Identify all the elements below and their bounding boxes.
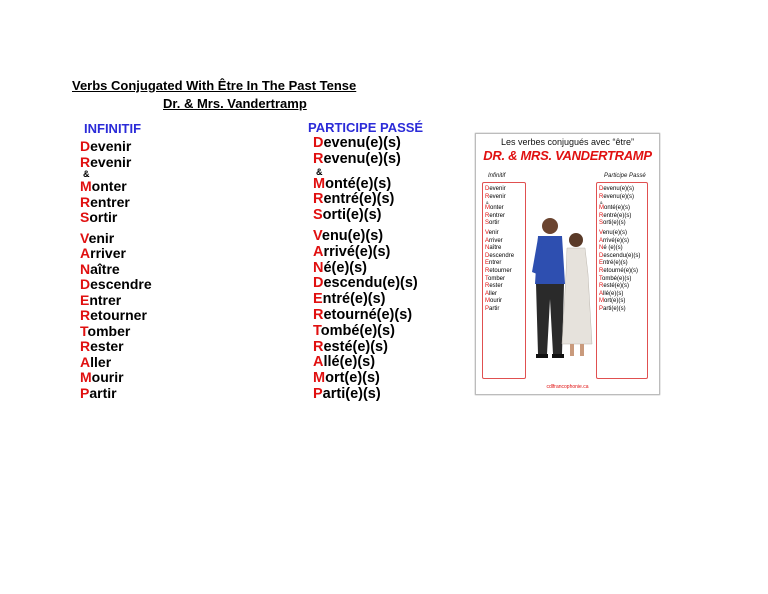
word-remainder: onter bbox=[91, 178, 127, 194]
infinitive-row bbox=[80, 246, 152, 262]
initial-letter: E bbox=[599, 260, 604, 267]
page-subtitle: Dr. & Mrs. Vandertramp bbox=[163, 96, 307, 111]
participle-list bbox=[313, 136, 418, 403]
initial-letter: S bbox=[80, 209, 90, 225]
word-remainder: omber bbox=[488, 275, 506, 282]
poster-participle-row bbox=[599, 276, 645, 284]
infinitive-row bbox=[80, 293, 152, 309]
poster-participle-row bbox=[599, 253, 645, 261]
initial-letter: R bbox=[80, 338, 91, 354]
initial-letter: M bbox=[599, 205, 604, 212]
word-remainder: etourné(e)(s) bbox=[323, 306, 413, 323]
participle-row bbox=[313, 261, 418, 277]
word-remainder: rrivé(e)(s) bbox=[323, 243, 391, 260]
initial-letter: T bbox=[80, 322, 88, 339]
word-remainder: ntré(e)(s) bbox=[603, 260, 628, 267]
word-remainder: ortir bbox=[89, 209, 118, 225]
participle-row bbox=[313, 177, 418, 193]
poster-participle-row bbox=[599, 205, 645, 213]
woman-leg bbox=[570, 344, 574, 356]
word-remainder: ntré(e)(s) bbox=[322, 291, 386, 308]
participle-row bbox=[313, 136, 418, 152]
initial-letter: D bbox=[485, 252, 490, 259]
initial-letter: R bbox=[485, 283, 490, 290]
poster-participe-label: Participe Passé bbox=[604, 173, 646, 179]
infinitive-row bbox=[80, 324, 152, 340]
initial-letter: N bbox=[599, 245, 604, 252]
word-remainder: enu(e)(s) bbox=[602, 229, 628, 236]
word-remainder: escendu(e)(s) bbox=[323, 275, 418, 292]
page-title: Verbs Conjugated With Être In The Past Tense bbox=[72, 78, 357, 93]
poster-infinitive-row bbox=[485, 268, 523, 276]
word-remainder: aître bbox=[489, 245, 502, 252]
initial-letter: R bbox=[313, 306, 324, 323]
word-remainder: ourir bbox=[91, 369, 124, 385]
initial-letter: R bbox=[599, 193, 604, 200]
poster-title: Les verbes conjugués avec “être” bbox=[500, 137, 635, 147]
poster-participle-row bbox=[599, 268, 645, 276]
poster-participle-row bbox=[599, 245, 645, 253]
word-remainder: ester bbox=[489, 283, 503, 290]
initial-letter: A bbox=[313, 243, 324, 260]
word-remainder: entrer bbox=[489, 212, 506, 219]
initial-letter: R bbox=[599, 283, 604, 290]
initial-letter: D bbox=[313, 135, 324, 151]
initial-letter: D bbox=[80, 138, 91, 154]
poster-infinitive-row bbox=[485, 238, 523, 246]
infinitive-list bbox=[80, 139, 152, 401]
poster-participle-row bbox=[599, 306, 645, 314]
poster-heading: DR. & MRS. VANDERTRAMP bbox=[483, 148, 652, 163]
woman-leg bbox=[580, 344, 584, 356]
infinitive-row bbox=[80, 179, 152, 195]
poster-infinitive-row bbox=[485, 220, 523, 228]
poster-participle-row bbox=[599, 260, 645, 268]
participle-row bbox=[313, 192, 418, 208]
infinitive-row bbox=[80, 308, 152, 324]
initial-letter: D bbox=[80, 276, 91, 292]
poster-infinitive-row bbox=[485, 194, 523, 202]
poster-footer: cdlfrancophonie.ca bbox=[546, 384, 589, 390]
word-remainder: evenu(e)(s) bbox=[323, 150, 401, 167]
initial-letter: R bbox=[599, 212, 604, 219]
poster-participle-row bbox=[599, 186, 645, 194]
word-remainder: entré(e)(s) bbox=[323, 191, 395, 208]
word-remainder: onté(e)(s) bbox=[604, 205, 631, 212]
vandertramp-poster bbox=[475, 133, 660, 395]
initial-letter: A bbox=[313, 354, 324, 371]
initial-letter: S bbox=[313, 207, 323, 224]
word-remainder: evenir bbox=[489, 186, 506, 192]
word-remainder: escendre bbox=[489, 252, 515, 259]
woman-head bbox=[569, 233, 583, 247]
participe-header: PARTICIPE PASSÉ bbox=[308, 120, 424, 135]
initial-letter: S bbox=[599, 220, 604, 227]
initial-letter: V bbox=[599, 229, 603, 236]
poster-infinitive-row bbox=[485, 298, 523, 306]
word-remainder: esté(e)(s) bbox=[323, 338, 388, 355]
word-remainder: ort(e)(s) bbox=[604, 298, 626, 305]
word-remainder: evenu(e)(s) bbox=[323, 135, 401, 151]
initial-letter: V bbox=[80, 229, 89, 246]
poster-infinitive-row bbox=[485, 186, 523, 194]
couple-photo bbox=[528, 214, 596, 374]
poster-infinitive-row bbox=[485, 291, 523, 299]
word-remainder: etourner bbox=[489, 267, 512, 274]
poster-infinitive-row bbox=[485, 245, 523, 253]
initial-letter: R bbox=[313, 150, 324, 167]
initial-letter: M bbox=[485, 298, 490, 305]
word-remainder: ourir bbox=[490, 298, 503, 305]
initial-letter: S bbox=[485, 220, 490, 227]
word-remainder: orti(e)(s) bbox=[603, 220, 626, 227]
initial-letter: M bbox=[80, 369, 92, 385]
initial-letter: M bbox=[313, 175, 326, 192]
initial-letter: D bbox=[485, 186, 490, 192]
word-remainder: onté(e)(s) bbox=[325, 175, 392, 192]
initial-letter: E bbox=[80, 291, 90, 308]
initial-letter: A bbox=[485, 237, 490, 244]
initial-letter: R bbox=[313, 338, 324, 355]
poster-participle-list bbox=[596, 182, 648, 379]
poster-participle-row bbox=[599, 291, 645, 299]
infinitive-row bbox=[80, 195, 152, 211]
word-remainder: enir bbox=[88, 229, 115, 246]
initial-letter: D bbox=[599, 186, 604, 192]
initial-letter: E bbox=[313, 291, 323, 308]
poster-participle-row bbox=[599, 230, 645, 238]
infinitive-row bbox=[80, 155, 152, 171]
word-remainder: rrivé(e)(s) bbox=[603, 237, 630, 244]
participle-row bbox=[313, 340, 418, 356]
word-remainder: entrer bbox=[90, 193, 130, 210]
word-remainder: evenir bbox=[90, 138, 132, 154]
initial-letter: T bbox=[313, 322, 321, 339]
man-head bbox=[542, 218, 558, 234]
word-remainder: llé(e)(s) bbox=[323, 354, 376, 371]
infinitive-row bbox=[80, 386, 152, 402]
word-remainder: rriver bbox=[489, 237, 503, 244]
initial-letter: M bbox=[313, 370, 326, 387]
word-remainder: ller bbox=[90, 353, 112, 370]
poster-infinitive-row bbox=[485, 213, 523, 221]
word-remainder: arti(e)(s) bbox=[322, 385, 381, 402]
participle-row bbox=[313, 308, 418, 324]
initial-letter: P bbox=[80, 384, 90, 401]
infinitive-row bbox=[80, 231, 152, 247]
man-shoe bbox=[536, 354, 548, 358]
infinitive-row bbox=[80, 355, 152, 371]
word-remainder: é(e)(s) bbox=[323, 259, 367, 276]
poster-participle-row bbox=[599, 298, 645, 306]
man-trousers bbox=[536, 284, 564, 354]
poster-infinitif-label: Infinitif bbox=[488, 173, 506, 179]
word-remainder: llé(e)(s) bbox=[603, 290, 624, 297]
word-remainder: omber bbox=[87, 322, 131, 339]
initial-letter: R bbox=[485, 193, 490, 200]
participle-row bbox=[313, 387, 418, 403]
word-remainder: enu(e)(s) bbox=[321, 227, 384, 244]
infinitif-header: INFINITIF bbox=[84, 121, 142, 136]
initial-letter: R bbox=[485, 212, 490, 219]
initial-letter: A bbox=[599, 290, 604, 297]
poster-infinitive-row bbox=[485, 205, 523, 213]
word-remainder: ester bbox=[90, 338, 124, 354]
poster-infinitive-row bbox=[485, 283, 523, 291]
initial-letter: N bbox=[313, 259, 324, 276]
poster-infinitive-list bbox=[482, 182, 526, 379]
word-remainder: rriver bbox=[90, 245, 126, 261]
word-remainder: é (e)(s) bbox=[603, 245, 623, 252]
word-remainder: artir bbox=[489, 305, 500, 312]
ampersand: & bbox=[486, 200, 489, 206]
initial-letter: D bbox=[599, 252, 604, 259]
participle-row bbox=[313, 276, 418, 292]
initial-letter: N bbox=[485, 245, 490, 252]
word-remainder: ller bbox=[489, 290, 498, 297]
word-remainder: evenir bbox=[489, 193, 506, 200]
poster-infinitive-row bbox=[485, 253, 523, 261]
word-remainder: ntrer bbox=[89, 291, 122, 308]
initial-letter: R bbox=[80, 193, 91, 210]
initial-letter: R bbox=[80, 307, 91, 323]
ampersand: & bbox=[83, 169, 90, 179]
infinitive-row bbox=[80, 277, 152, 293]
participle-row bbox=[313, 292, 418, 308]
initial-letter: M bbox=[80, 178, 92, 194]
participle-row bbox=[313, 208, 418, 224]
poster-participle-row bbox=[599, 220, 645, 228]
word-remainder: esté(e)(s) bbox=[603, 283, 630, 290]
initial-letter: A bbox=[80, 245, 91, 261]
word-remainder: ortir bbox=[489, 220, 500, 227]
initial-letter: V bbox=[313, 227, 322, 244]
word-remainder: orti(e)(s) bbox=[322, 207, 382, 224]
infinitive-row bbox=[80, 339, 152, 355]
word-remainder: evenu(e)(s) bbox=[603, 186, 635, 192]
poster-infinitive-row bbox=[485, 260, 523, 268]
poster-participle-row bbox=[599, 194, 645, 202]
man-shoe bbox=[552, 354, 564, 358]
participle-row bbox=[313, 245, 418, 261]
initial-letter: A bbox=[80, 353, 91, 370]
participle-row bbox=[313, 229, 418, 245]
initial-letter: M bbox=[599, 298, 604, 305]
word-remainder: ombé(e)(s) bbox=[320, 322, 395, 339]
participle-row bbox=[313, 371, 418, 387]
word-remainder: evenu(e)(s) bbox=[603, 193, 635, 200]
word-remainder: etourner bbox=[90, 307, 147, 323]
initial-letter: P bbox=[313, 385, 323, 402]
poster-participle-row bbox=[599, 283, 645, 291]
word-remainder: ntrer bbox=[489, 260, 502, 267]
infinitive-row bbox=[80, 370, 152, 386]
word-remainder: onter bbox=[490, 205, 504, 212]
word-remainder: entré(e)(s) bbox=[603, 212, 632, 219]
infinitive-row bbox=[80, 139, 152, 155]
word-remainder: escendu(e)(s) bbox=[603, 252, 641, 259]
initial-letter: R bbox=[599, 267, 604, 274]
initial-letter: T bbox=[485, 275, 488, 282]
initial-letter: E bbox=[485, 260, 490, 267]
woman-dress bbox=[562, 248, 592, 344]
initial-letter: R bbox=[80, 153, 91, 170]
initial-letter: R bbox=[313, 191, 324, 208]
word-remainder: arti(e)(s) bbox=[603, 305, 626, 312]
ampersand: & bbox=[600, 200, 603, 206]
participle-row bbox=[313, 355, 418, 371]
initial-letter: P bbox=[599, 305, 604, 312]
initial-letter: A bbox=[599, 237, 604, 244]
infinitive-row bbox=[80, 210, 152, 226]
word-remainder: etourné(e)(s) bbox=[603, 267, 639, 274]
initial-letter: V bbox=[485, 229, 489, 236]
word-remainder: artir bbox=[89, 384, 117, 401]
word-remainder: enir bbox=[488, 229, 499, 236]
poster-infinitive-row bbox=[485, 306, 523, 314]
initial-letter: P bbox=[485, 305, 490, 312]
word-remainder: aître bbox=[90, 260, 120, 277]
infinitive-row bbox=[80, 262, 152, 278]
poster-participle-row bbox=[599, 238, 645, 246]
ampersand: & bbox=[316, 166, 323, 177]
participle-row bbox=[313, 152, 418, 168]
poster-infinitive-row bbox=[485, 276, 523, 284]
word-remainder: ort(e)(s) bbox=[325, 370, 380, 387]
initial-letter: N bbox=[80, 260, 91, 277]
word-remainder: ombé(e)(s) bbox=[602, 275, 632, 282]
initial-letter: R bbox=[485, 267, 490, 274]
initial-letter: D bbox=[313, 275, 324, 292]
initial-letter: M bbox=[485, 205, 490, 212]
participle-row bbox=[313, 324, 418, 340]
initial-letter: A bbox=[485, 290, 490, 297]
word-remainder: escendre bbox=[90, 276, 152, 292]
initial-letter: T bbox=[599, 275, 602, 282]
word-remainder: evenir bbox=[90, 153, 132, 170]
poster-infinitive-row bbox=[485, 230, 523, 238]
poster-participle-row bbox=[599, 213, 645, 221]
